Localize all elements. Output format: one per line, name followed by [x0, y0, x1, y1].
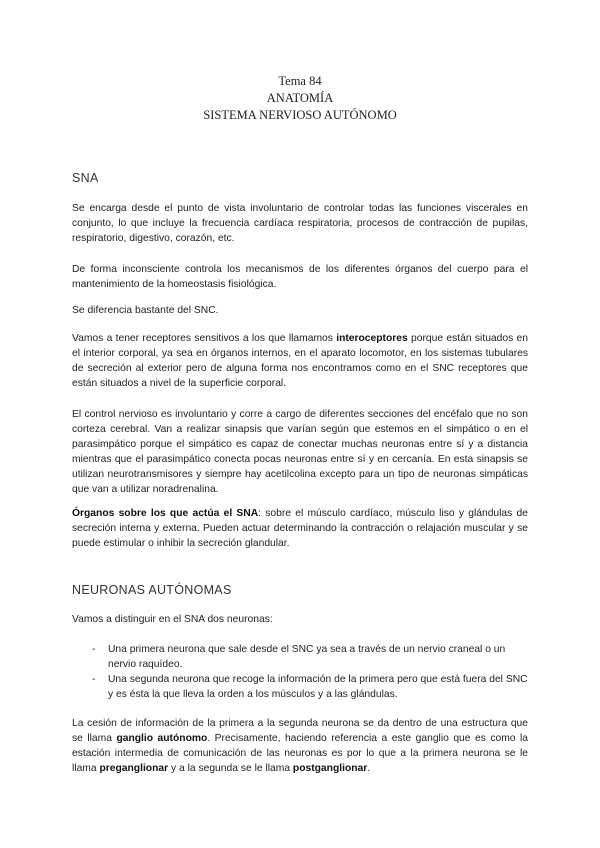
section-heading-sna: SNA — [72, 171, 99, 185]
term-organos: Órganos sobre los que actúa el SNA — [72, 508, 259, 519]
list-item-text: Una primera neurona que sale desde el SNC ya sea a través de un nervio craneal o un nervio raquídeo. — [108, 644, 506, 670]
text-run: : sobre el músculo cardíaco, músculo liso y glándulas de secreción interna y externa. Pueden actuar determinando la contracción o relajación muscular y se puede estimular o inhibir la secreción glandular. — [72, 508, 528, 549]
paragraph-nervous-control: El control nervioso es involuntario y corre a cargo de diferentes secciones del encéfalo que no son corteza cerebral. Van a realizar sinapsis que varían según que estemos en el simpático o en el parasimpático porque el simpático es capaz de conectar muchas neuronas entre sí y a distancia mientras que el parasimpático conecta pocas neuronas entre sí y en cercanía. En esta sinapsis se utilizan neurotransmisores y siempre hay acetilcolina excepto para un tipo de neuronas simpáticas que van a utilizar noradrenalina. — [72, 409, 528, 495]
neuron-list — [92, 642, 528, 702]
topic-number: Tema 84 — [278, 74, 322, 88]
section-heading-neuronas: NEURONAS AUTÓNOMAS — [72, 583, 232, 597]
text-run: y a la segunda se le llama — [168, 763, 293, 774]
paragraph-target-organs — [72, 506, 528, 551]
chapter-title: SISTEMA NERVIOSO AUTÓNOMO — [203, 108, 397, 122]
paragraph-interoceptors — [72, 331, 528, 391]
paragraph-neurons-intro: Vamos a distinguir en el SNA dos neuronas: — [72, 614, 273, 625]
list-item-text: Una segunda neurona que recoge la información de la primera pero que está fuera del SNC y es ésta la que lleva la orden a los músculos y a las glándulas. — [108, 674, 528, 700]
term-interoceptores: interoceptores — [336, 333, 408, 344]
document-title — [0, 73, 600, 124]
subject-title: ANATOMÍA — [266, 91, 334, 105]
term-postganglionar: postganglionar — [292, 763, 368, 774]
text-run: Vamos a tener receptores sensitivos a los que llamamos — [72, 333, 337, 344]
bullet-marker: - — [92, 644, 96, 655]
paragraph-difference-snc: Se diferencia bastante del SNC. — [72, 305, 219, 316]
paragraph-ganglion — [72, 716, 528, 776]
term-preganglionar: preganglionar — [99, 763, 169, 774]
text-run: . Precisamente, haciendo referencia a este ganglio que es como la estación intermedia de comunicación de las neuronas es por lo que a la primera neurona se le llama — [72, 733, 529, 774]
paragraph-sna-definition: Se encarga desde el punto de vista involuntario de controlar todas las funciones viscerales en conjunto, lo que incluye la frecuencia cardíaca respiratoria, procesos de contracción de pupilas, respiratorio, digestivo, corazón, etc. — [72, 203, 528, 244]
term-ganglio-autonomo: ganglio autónomo — [116, 733, 208, 744]
list-item — [92, 672, 528, 702]
bullet-marker: - — [92, 674, 96, 685]
list-item — [92, 642, 528, 672]
text-run: La cesión de información de la primera a la segunda neurona se da dentro de una estructura que se llama — [72, 718, 528, 744]
text-run: . — [367, 763, 371, 774]
paragraph-homeostasis: De forma inconsciente controla los mecanismos de los diferentes órganos del cuerpo para el mantenimiento de la homeostasis fisiológica. — [72, 264, 528, 290]
text-run: porque están situados en el interior corporal, ya sea en órganos internos, en el aparato locomotor, en los sistemas tubulares de secreción al exterior pero de alguna forma nos encontramos como en el SNC receptores que están situados a nivel de la superficie corporal. — [72, 333, 529, 389]
